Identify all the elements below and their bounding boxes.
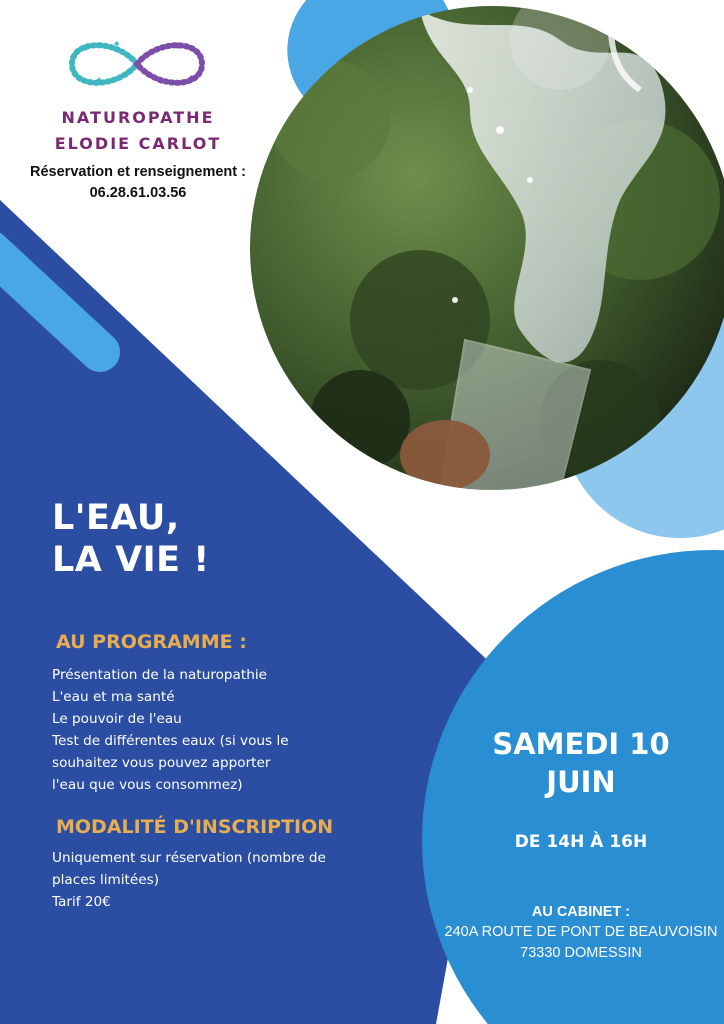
brand-name-line2: ELODIE CARLOT [54,134,222,153]
hero-title-line1: L'EAU, [52,498,180,538]
inscription-item: Uniquement sur réservation (nombre de [52,850,326,866]
inscription-heading: MODALITÉ D'INSCRIPTION [56,816,334,838]
programme-item: souhaitez vous pouvez apporter [52,755,271,771]
programme-item: Le pouvoir de l'eau [52,711,182,727]
programme-heading: AU PROGRAMME : [56,631,247,653]
brand-name-line1: NATUROPATHE [61,108,215,127]
event-hours: DE 14H À 16H [514,832,648,852]
event-date-line2: JUIN [546,765,616,799]
inscription-item: Tarif 20€ [52,894,111,910]
programme-item: l'eau que vous consommez) [52,777,243,793]
event-date-line1: SAMEDI 10 [492,727,670,761]
hero-title-line2: LA VIE ! [52,540,210,580]
event-address-line1: 240A ROUTE DE PONT DE BEAUVOISIN [444,924,718,940]
programme-item: L'eau et ma santé [52,689,175,705]
event-address-line2: 73330 DOMESSIN [520,945,642,961]
butterfly-infinity-logo [62,34,212,94]
phone-number: 06.28.61.03.56 [89,185,187,201]
event-place-label: AU CABINET : [531,904,631,920]
programme-item: Présentation de la naturopathie [52,667,267,683]
inscription-item: places limitées) [52,872,159,888]
contact-label: Réservation et renseignement : [30,164,246,180]
programme-item: Test de différentes eaux (si vous le [52,733,289,749]
